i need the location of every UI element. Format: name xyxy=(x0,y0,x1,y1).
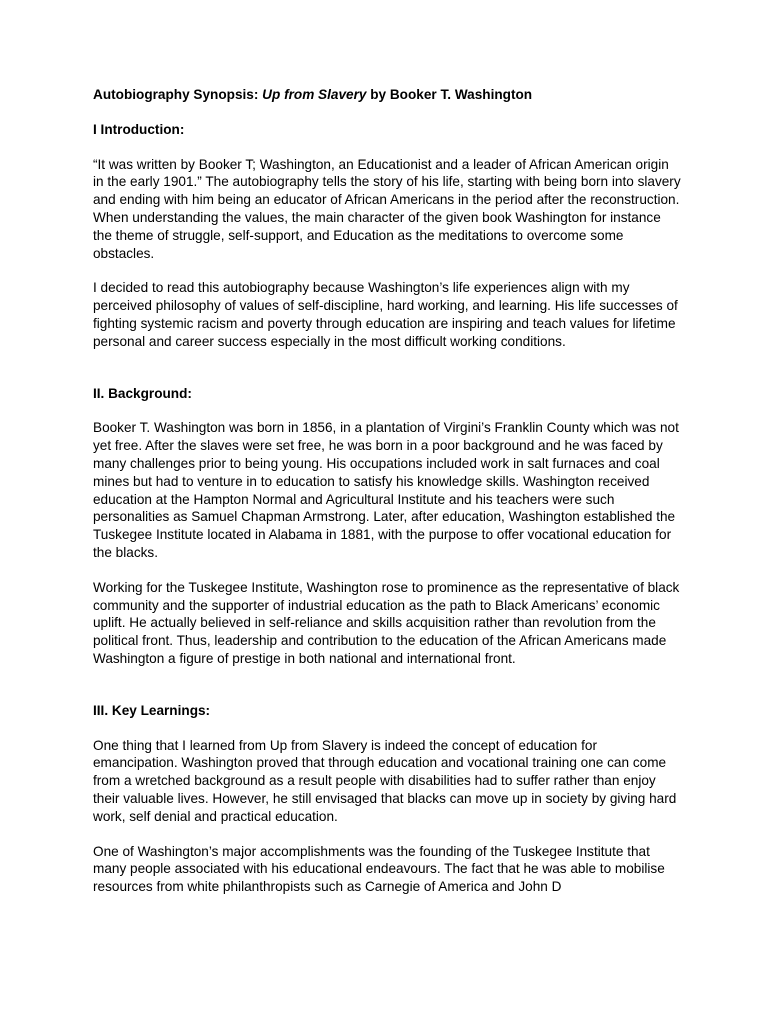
key-learnings-paragraph-2: One of Washington’s major accomplishments was the founding of the Tuskegee Institute that many people associated with his educational endeavours. The fact that he was able to mobilise resources from white philanthropists such as Carnegie of America and John D xyxy=(93,843,665,895)
section-heading-introduction: I Introduction: xyxy=(93,121,185,137)
title-suffix: by Booker T. Washington xyxy=(366,87,533,102)
document-body xyxy=(93,86,683,896)
background-paragraph-2: Working for the Tuskegee Institute, Washington rose to prominence as the representative of black community and the supporter of industrial education as the path to Black Americans’ economic uplift. He actually believed in self-reliance and skills acquisition rather than revolution from the political front. Thus, leadership and contribution to the education of the African Americans made Washington a figure of prestige in both national and international front. xyxy=(93,579,680,666)
introduction-paragraph-2: I decided to read this autobiography because Washington’s life experiences align with my perceived philosophy of values of self-discipline, hard working, and learning. His life successes of fighting systemic racism and poverty through education are inspiring and teach values for lifetime personal and career success especially in the most difficult working conditions. xyxy=(93,280,678,349)
key-learnings-paragraph-1: One thing that I learned from Up from Slavery is indeed the concept of education for emancipation. Washington proved that through education and vocational training one can come from a wretched background as a result people with disabilities had to suffer rather than enjoy their valuable lives. However, he still envisaged that blacks can move up in society by giving hard work, self denial and practical education. xyxy=(93,737,677,824)
title-book-name: Up from Slavery xyxy=(262,87,367,102)
introduction-paragraph-1: “It was written by Booker T; Washington, an Educationist and a leader of African American origin in the early 1901.” The autobiography tells the story of his life, starting with being born into slavery and ending with him being an educator of African Americans in the period after the reconstruction. When understanding the values, the main character of the given book Washington for instance the theme of struggle, self-support, and Education as the meditations to overcome some obstacles. xyxy=(93,156,681,261)
title-prefix: Autobiography Synopsis: xyxy=(93,87,263,102)
document-title xyxy=(93,86,683,104)
section-heading-key-learnings: III. Key Learnings: xyxy=(93,702,211,718)
section-heading-background: II. Background: xyxy=(93,385,192,401)
background-paragraph-1: Booker T. Washington was born in 1856, in a plantation of Virgini’s Franklin County which was not yet free. After the slaves were set free, he was born in a poor background and he was faced by many challenges prior to being young. His occupations included work in salt furnaces and coal mines but had to venture in to education to satisfy his knowledge skills. Washington received education at the Hampton Normal and Agricultural Institute and his teachers were such personalities as Samuel Chapman Armstrong. Later, after education, Washington established the Tuskegee Institute located in Alabama in 1881, with the purpose to offer vocational education for the blacks. xyxy=(93,420,679,560)
